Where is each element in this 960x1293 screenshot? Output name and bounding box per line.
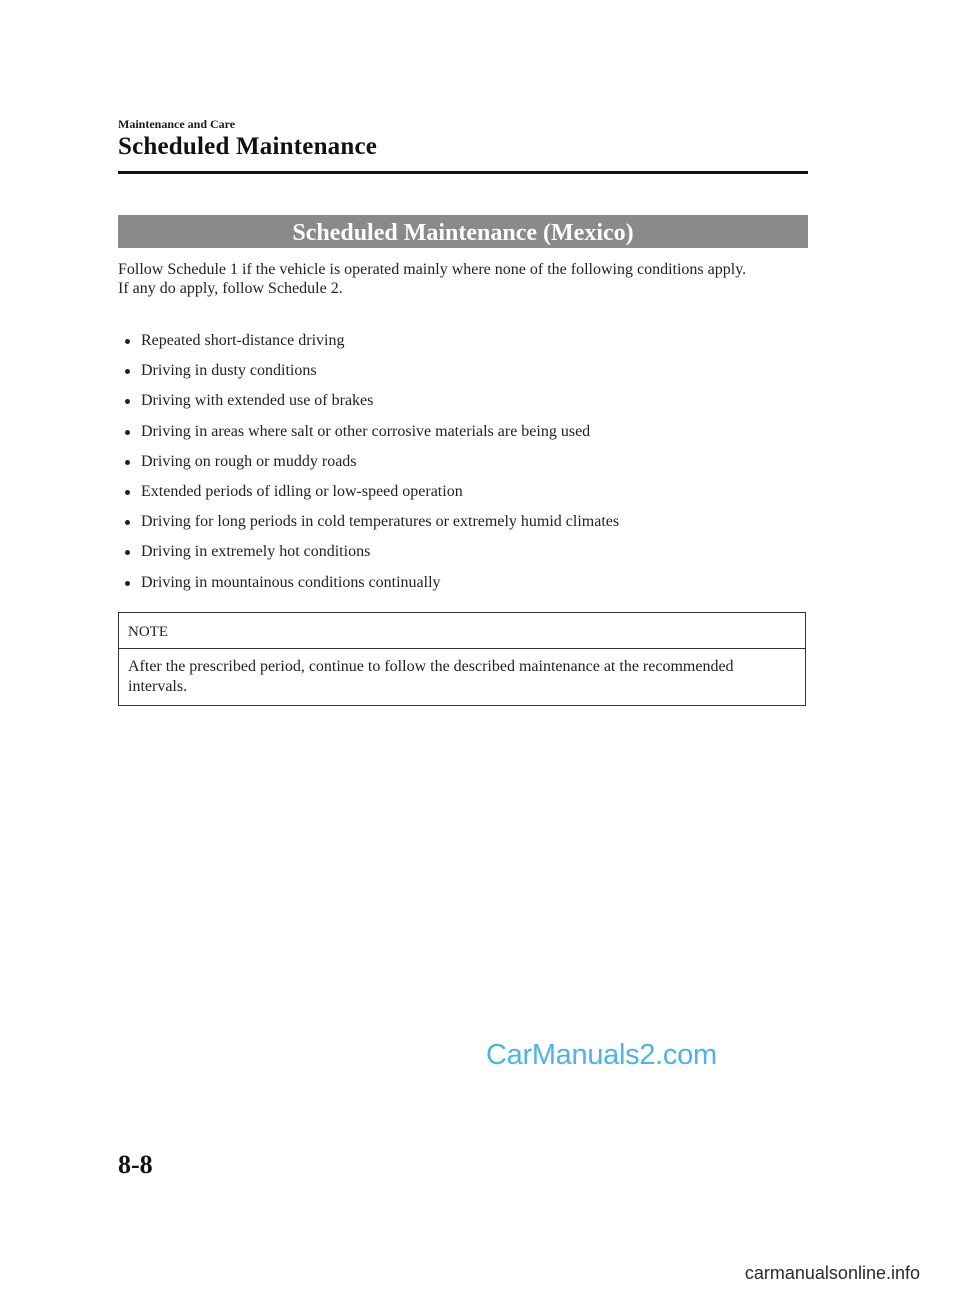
list-item xyxy=(125,390,619,420)
condition-text: Driving in mountainous conditions continually xyxy=(141,573,441,591)
section-banner: Scheduled Maintenance (Mexico) xyxy=(118,215,808,248)
note-heading: NOTE xyxy=(119,613,805,649)
section-title: Scheduled Maintenance xyxy=(118,133,378,160)
header-divider xyxy=(118,171,808,174)
list-item xyxy=(125,481,619,511)
list-item xyxy=(125,330,619,360)
bullet-icon xyxy=(125,520,130,525)
list-item xyxy=(125,541,619,571)
condition-text: Driving in areas where salt or other corrosive materials are being used xyxy=(141,422,591,440)
intro-line-2: If any do apply, follow Schedule 2. xyxy=(118,280,343,297)
bullet-icon xyxy=(125,490,130,495)
note-box xyxy=(118,612,806,706)
list-item xyxy=(125,421,619,451)
note-body: After the prescribed period, continue to follow the described maintenance at the recommended intervals. xyxy=(128,658,734,695)
conditions-list xyxy=(125,330,619,602)
bullet-icon xyxy=(125,430,130,435)
list-item xyxy=(125,511,619,541)
list-item xyxy=(125,572,619,602)
condition-text: Extended periods of idling or low-speed operation xyxy=(141,482,463,500)
condition-text: Driving in extremely hot conditions xyxy=(141,543,371,561)
condition-text: Driving in dusty conditions xyxy=(141,362,317,380)
bullet-icon xyxy=(125,581,130,586)
watermark-logo: CarManuals2.com xyxy=(486,1039,717,1071)
site-stamp: carmanualsonline.info xyxy=(744,1263,920,1283)
bullet-icon xyxy=(125,550,130,555)
intro-paragraph xyxy=(118,260,810,298)
condition-text: Repeated short-distance driving xyxy=(141,332,345,349)
bullet-icon xyxy=(125,399,130,404)
page-number: 8-8 xyxy=(118,1150,153,1179)
list-item xyxy=(125,451,619,481)
bullet-icon xyxy=(125,369,130,374)
intro-line-1: Follow Schedule 1 if the vehicle is operated mainly where none of the following conditions apply. xyxy=(118,261,747,278)
bullet-icon xyxy=(125,339,130,344)
list-item xyxy=(125,360,619,390)
section-label: Maintenance and Care xyxy=(118,117,236,131)
condition-text: Driving for long periods in cold temperatures or extremely humid climates xyxy=(141,513,620,531)
condition-text: Driving on rough or muddy roads xyxy=(141,452,357,470)
bullet-icon xyxy=(125,460,130,465)
condition-text: Driving with extended use of brakes xyxy=(141,392,374,410)
